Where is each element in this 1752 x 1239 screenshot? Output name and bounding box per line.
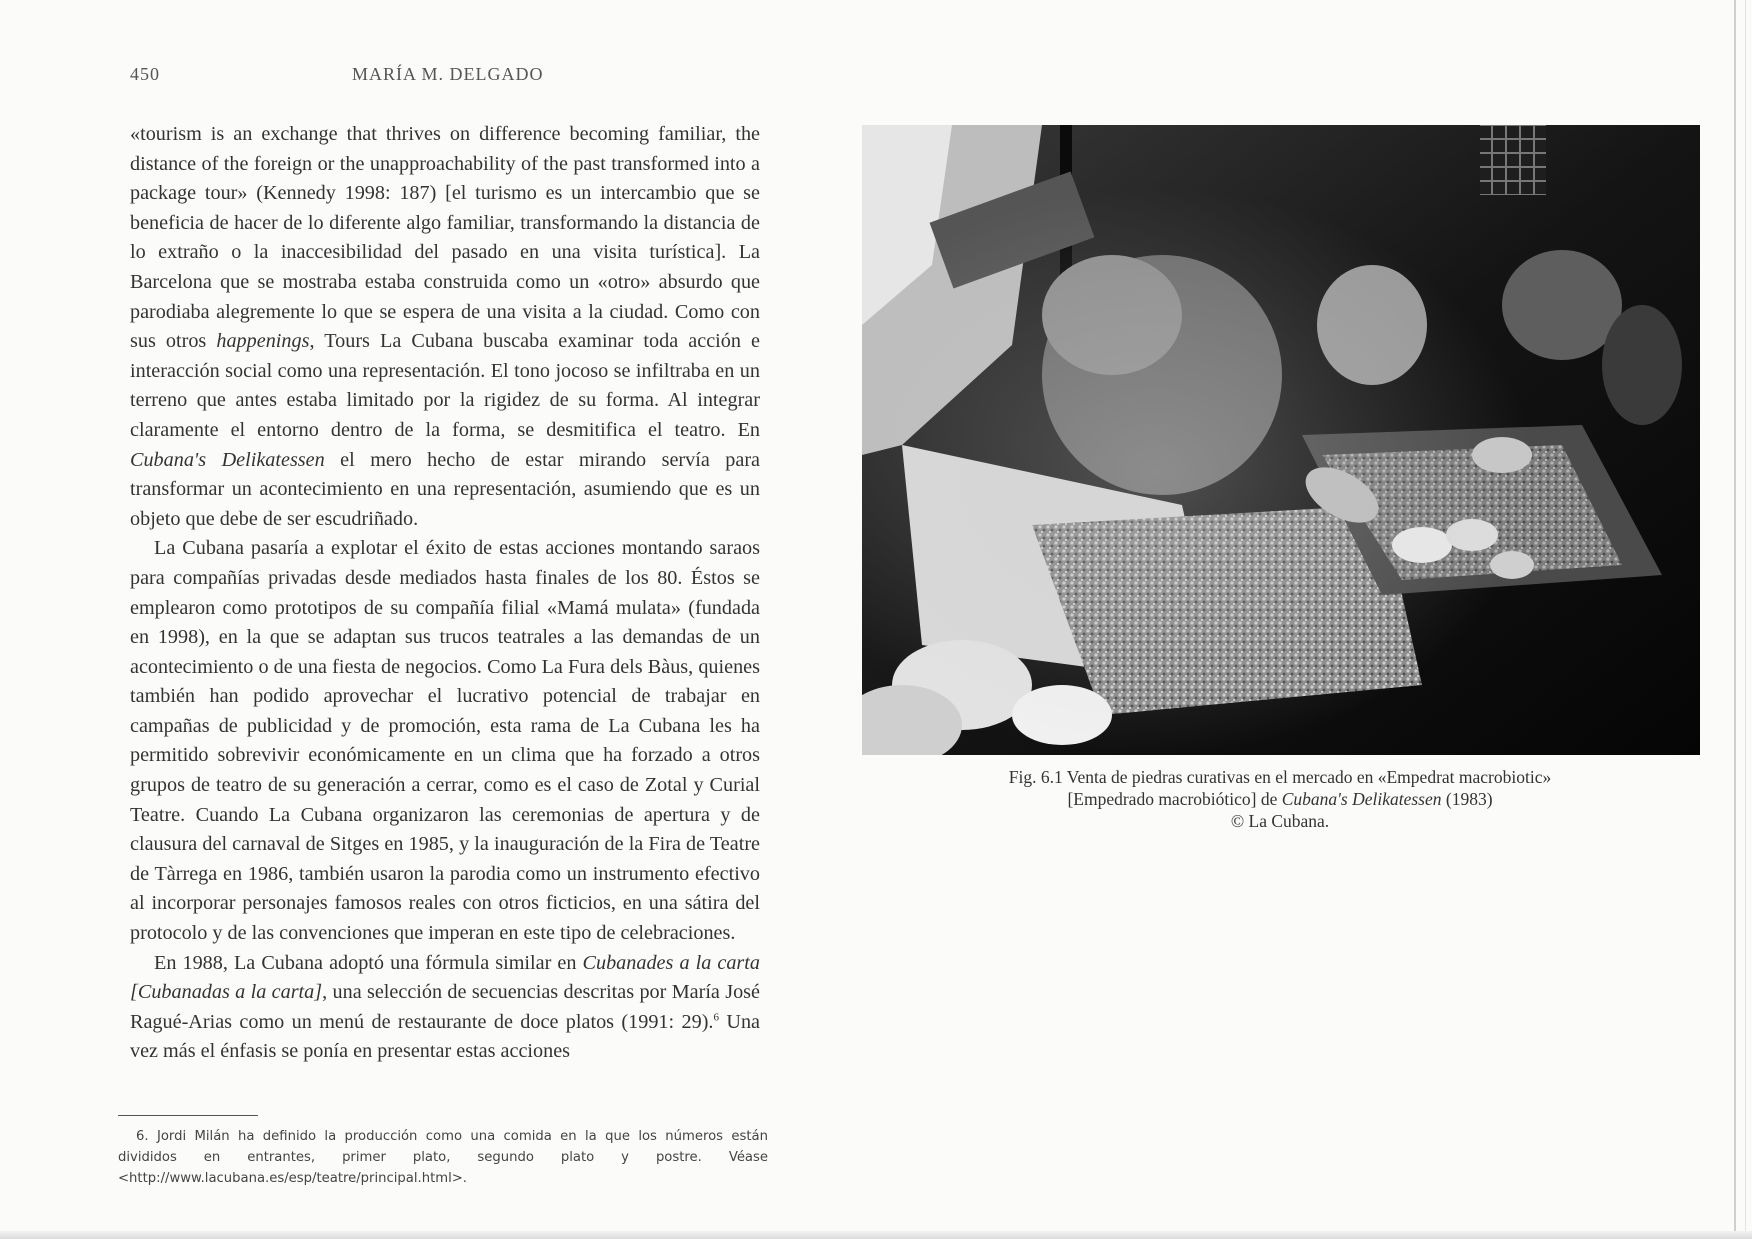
page-edge-secondary: [1745, 0, 1746, 1239]
footnote-text: 6. Jordi Milán ha definido la producción como una comida en la que los números están divididos en entrantes, primer plato, segundo plato y postre. Véase <http://www.lacubana.es/esp/teatre/principal.html>.: [118, 1129, 768, 1186]
running-head: [130, 64, 770, 88]
text-run: Una vez más el énfasis se ponía en presentar estas acciones: [130, 1010, 760, 1063]
caption-text: [Empedrado macrobiótico] de: [1067, 789, 1282, 809]
body-text: [130, 120, 760, 1067]
figure-caption: [900, 766, 1660, 832]
page-number: 450: [130, 64, 160, 84]
paragraph-1: [130, 120, 760, 534]
caption-text: (1983): [1441, 789, 1493, 809]
text-run: el mero hecho de estar mirando servía para transformar un acontecimiento en una representación, asumiendo que es un objeto que debe de ser escudriñado.: [130, 448, 760, 530]
page-edge: [1734, 0, 1736, 1239]
caption-line-1: Fig. 6.1 Venta de piedras curativas en el mercado en «Empedrat macrobiotic»: [1008, 767, 1552, 787]
footnote: [118, 1126, 768, 1189]
caption-title: Cubana's Delikatessen: [1281, 789, 1442, 809]
italic-term: happenings: [216, 330, 310, 353]
market-photo-illustration: [862, 125, 1700, 755]
paragraph-3: [130, 949, 760, 1067]
scan-bottom-shadow: [0, 1231, 1752, 1239]
caption-line-2: [900, 788, 1660, 810]
text-run: , una selección de secuencias descritas por María José Ragué-Arias como un menú de restaurante de doce platos (1991: 29).: [130, 981, 760, 1033]
text-run: «tourism is an exchange that thrives on difference becoming familiar, the distance of the foreign or the unapproachability of the past transformed into a package tour» (Kennedy 1998: 187) [el turismo es un intercambio que se beneficia de hacer de lo diferente algo familiar, transformando la distancia de lo extraño o la inaccesibilidad del pasado en una visita turística]. La Barcelona que se mostraba estaba construida como un «otro» absurdo que parodiaba alegremente lo que se espera de una visita a la ciudad. Como con sus otros: [130, 123, 760, 353]
caption-line-3: © La Cubana.: [1230, 811, 1330, 831]
italic-title: Cubana's Delikatessen: [130, 448, 325, 471]
paragraph-2: La Cubana pasaría a explotar el éxito de estas acciones montando saraos para compañías privadas desde mediados hasta finales de los 80. Éstos se emplearon como prototipos de su compañía filial «Mamá mulata» (fundada en 1998), en la que se adaptan sus trucos teatrales a las demandas de un acontecimiento o de una fiesta de negocios. Como La Fura dels Bàus, quienes también han podido aprovechar el lucrativo potencial de trabajar en campañas de publicidad y de promoción, esta rama de La Cubana les ha permitido sobrevivir económicamente en un clima que ha forzado a otros grupos de teatro de su generación a cerrar, como es el caso de Zotal y Curial Teatre. Cuando La Cubana organizaron las ceremonias de apertura y de clausura del carnaval de Sitges en 1985, y la inauguración de la Fira de Teatre de Tàrrega en 1986, también usaron la parodia como un instrumento efectivo al incorporar personajes famosos reales con otros ficticios, en una sátira del protocolo y de las convenciones que imperan en este tipo de celebraciones.: [130, 537, 760, 945]
running-head-author: MARÍA M. DELGADO: [352, 64, 544, 84]
text-run: , Tours La Cubana buscaba examinar toda acción e interacción social como una representación. El tono jocoso se infiltraba en un terreno que antes estaba limitado por la rigidez de su forma. Al integrar claramente el entorno dentro de la forma, se desmitifica el teatro. En: [130, 330, 760, 441]
italic-title: Cubanades a la carta [Cubanadas a la carta]: [130, 951, 760, 1004]
text-run: En 1988, La Cubana adoptó una fórmula similar en: [154, 951, 583, 974]
figure-photo: [862, 125, 1700, 755]
footnote-marker: 6: [713, 1011, 719, 1024]
footnote-rule: [118, 1115, 258, 1116]
